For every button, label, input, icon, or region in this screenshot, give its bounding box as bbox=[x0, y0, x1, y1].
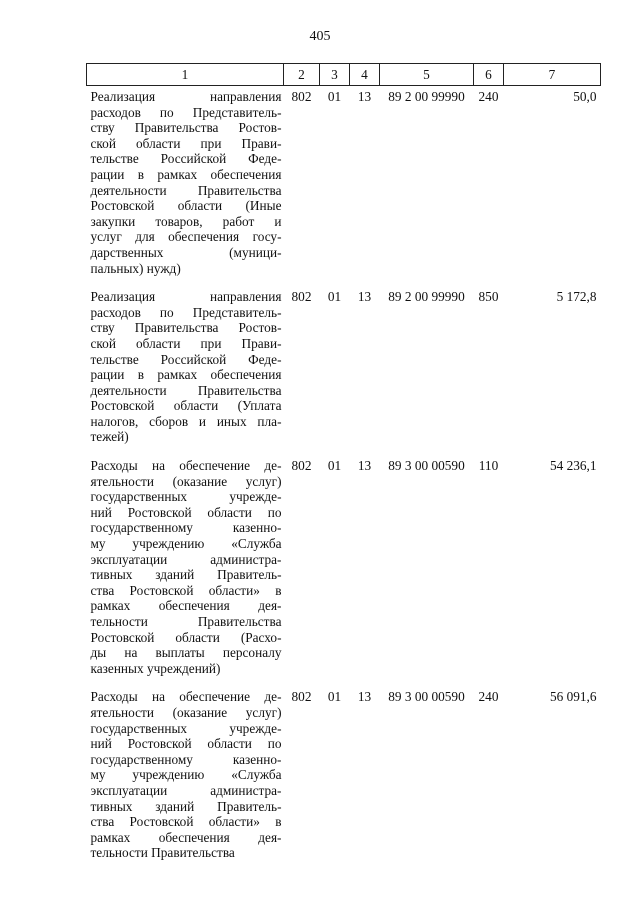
description-line: му учреждению «Служба bbox=[90, 536, 282, 552]
cell-amount: 5 172,8 bbox=[556, 289, 597, 305]
description-line: государственному казенно- bbox=[90, 751, 282, 767]
cell-subsection-code: 13 bbox=[357, 689, 372, 705]
description-line: ятельности (оказание услуг) bbox=[90, 704, 282, 720]
row-spacer bbox=[87, 676, 601, 686]
cell-section-code: 01 bbox=[327, 289, 342, 305]
cell-subsection-code: 13 bbox=[357, 458, 372, 474]
cell-amount: 50,0 bbox=[573, 89, 597, 104]
description-line: Ростовской области (Расхо- bbox=[90, 629, 282, 645]
table-row bbox=[87, 286, 601, 445]
cell-section-code: 01 bbox=[327, 689, 342, 705]
description-line: му учреждению «Служба bbox=[90, 767, 282, 783]
description-line: рации в рамках обеспечения bbox=[90, 166, 282, 182]
description-line: государственных учрежде- bbox=[90, 489, 282, 505]
description-line: Расходы на обеспечение де- bbox=[90, 689, 282, 705]
description-line: пальных) нужд) bbox=[90, 260, 181, 276]
cell-ministry-code: 802 bbox=[291, 458, 312, 474]
description-line: тивных зданий Правитель- bbox=[90, 798, 282, 814]
table-row bbox=[87, 455, 601, 676]
cell-target-article-code: 89 2 00 99990 bbox=[388, 89, 465, 104]
header-col-6: 6 bbox=[474, 64, 504, 86]
header-col-3: 3 bbox=[320, 64, 350, 86]
cell-target-article-code: 89 2 00 99990 bbox=[388, 289, 465, 305]
cell-target-article-code: 89 3 00 00590 bbox=[388, 689, 465, 705]
description-line: тельности Правительства bbox=[90, 614, 282, 629]
description-line: рамках обеспечения дея- bbox=[90, 829, 282, 845]
description-line: рамках обеспечения дея- bbox=[90, 598, 282, 614]
description-line: казенных учреждений) bbox=[90, 660, 221, 676]
cell-subsection-code: 13 bbox=[357, 89, 372, 104]
description-line: ды на выплаты персоналу bbox=[90, 645, 282, 661]
description-line: тежей) bbox=[90, 429, 129, 445]
cell-expense-type-code: 110 bbox=[478, 458, 499, 474]
description-line: тельстве Российской Феде- bbox=[90, 351, 282, 367]
description-line: государственному казенно- bbox=[90, 520, 282, 536]
description-line: тивных зданий Правитель- bbox=[90, 567, 282, 583]
table-row bbox=[87, 686, 601, 861]
description-line: ства Ростовской области» в bbox=[90, 582, 282, 598]
row-spacer bbox=[87, 445, 601, 455]
description-line: ний Ростовской области по bbox=[90, 736, 282, 752]
description-line: ству Правительства Ростов- bbox=[90, 320, 282, 336]
description-line: деятельности Правительства bbox=[90, 182, 282, 198]
row-description bbox=[87, 86, 284, 277]
description-line: Реализация направления bbox=[90, 289, 282, 305]
cell-expense-type-code: 240 bbox=[478, 689, 499, 705]
description-line: налогов, сборов и иных пла- bbox=[90, 413, 282, 429]
cell-section-code: 01 bbox=[327, 89, 342, 104]
cell-target-article-code: 89 3 00 00590 bbox=[388, 458, 465, 474]
description-line: государственных учрежде- bbox=[90, 720, 282, 736]
description-line: Ростовской области (Уплата bbox=[90, 398, 282, 414]
description-line: ний Ростовской области по bbox=[90, 504, 282, 520]
description-line: услуг для обеспечения госу- bbox=[90, 229, 282, 245]
cell-ministry-code: 802 bbox=[291, 289, 312, 305]
description-line: ятельности (оказание услуг) bbox=[90, 473, 282, 489]
description-line: ской области при Прави- bbox=[90, 335, 282, 351]
row-spacer bbox=[87, 276, 601, 286]
description-line: дарственных (муници- bbox=[90, 244, 282, 260]
description-line: Реализация направления bbox=[90, 89, 282, 104]
description-line: закупки товаров, работ и bbox=[90, 213, 282, 229]
description-line: деятельности Правительства bbox=[90, 382, 282, 398]
header-col-4: 4 bbox=[350, 64, 380, 86]
description-line: рации в рамках обеспечения bbox=[90, 367, 282, 383]
cell-subsection-code: 13 bbox=[357, 289, 372, 305]
header-col-2: 2 bbox=[284, 64, 320, 86]
table-row bbox=[87, 86, 601, 277]
cell-ministry-code: 802 bbox=[291, 689, 312, 705]
description-line: Ростовской области (Иные bbox=[90, 198, 282, 214]
description-line: расходов по Представитель- bbox=[90, 304, 282, 320]
description-line: эксплуатации администра- bbox=[90, 551, 282, 567]
cell-ministry-code: 802 bbox=[291, 89, 312, 104]
cell-amount: 54 236,1 bbox=[549, 458, 597, 474]
cell-expense-type-code: 240 bbox=[478, 89, 499, 104]
header-col-7: 7 bbox=[504, 64, 601, 86]
header-col-5: 5 bbox=[380, 64, 474, 86]
description-line: тельстве Российской Феде- bbox=[90, 151, 282, 167]
row-description bbox=[87, 455, 284, 676]
header-col-1: 1 bbox=[87, 64, 284, 86]
row-description bbox=[87, 286, 284, 445]
budget-table bbox=[86, 63, 601, 861]
cell-section-code: 01 bbox=[327, 458, 342, 474]
header-row bbox=[87, 64, 601, 86]
row-description bbox=[87, 686, 284, 861]
description-line: ства Ростовской области» в bbox=[90, 814, 282, 830]
description-line: Расходы на обеспечение де- bbox=[90, 458, 282, 474]
description-line: тельности Правительства bbox=[90, 845, 235, 861]
description-line: ской области при Прави- bbox=[90, 135, 282, 151]
cell-expense-type-code: 850 bbox=[478, 289, 499, 305]
cell-amount: 56 091,6 bbox=[549, 689, 597, 705]
description-line: ству Правительства Ростов- bbox=[90, 120, 282, 136]
description-line: эксплуатации администра- bbox=[90, 782, 282, 798]
description-line: расходов по Представитель- bbox=[90, 104, 282, 120]
page-number: 405 bbox=[309, 29, 331, 44]
